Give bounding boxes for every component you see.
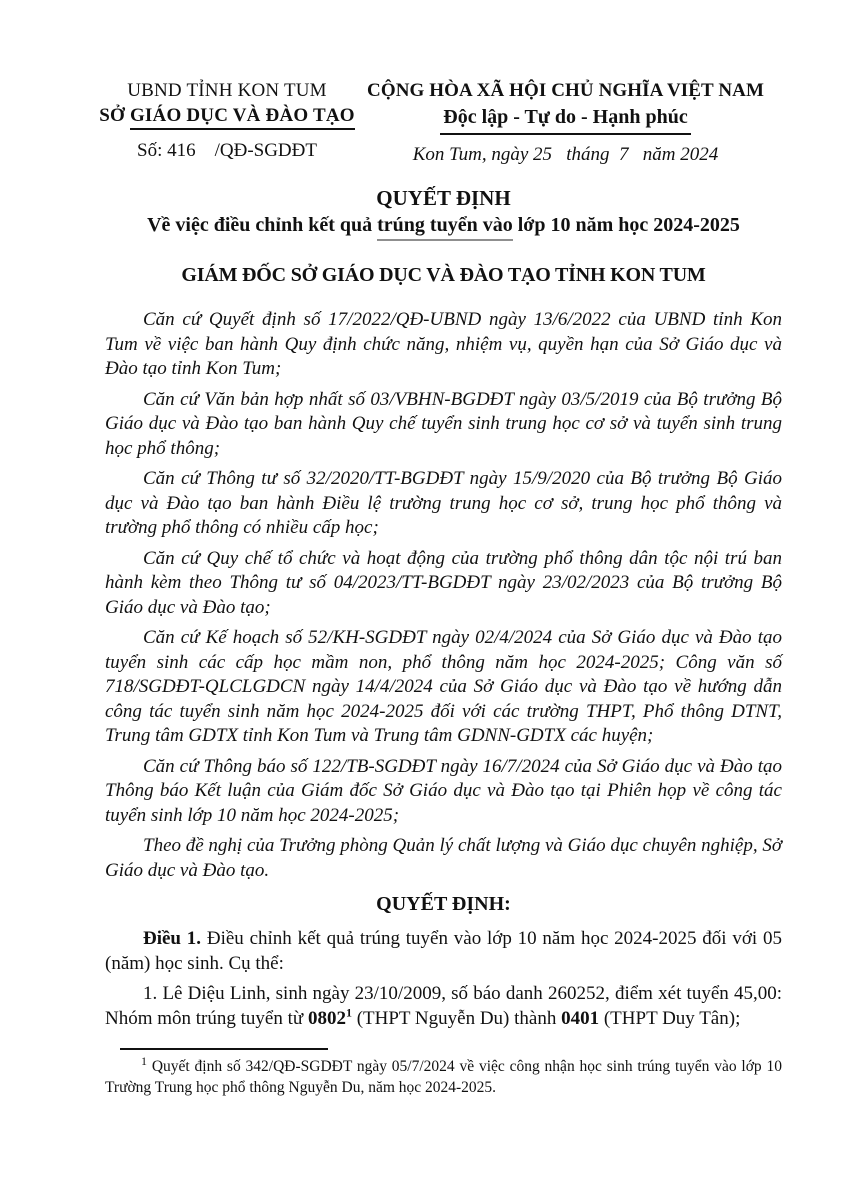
footnote-body: Quyết định số 342/QĐ-SGDĐT ngày 05/7/2024 về việc công nhận học sinh trúng tuyển vào lớp 10 Trường Trung học phổ thông Nguyễn Du, năm học 2024-2025.: [105, 1058, 782, 1096]
decree-subject-underlined: trúng tuyển vào: [377, 214, 513, 241]
article-1-label: Điều 1.: [143, 928, 202, 949]
footnote-section: [105, 1048, 782, 1098]
agency-name-prefix: SỞ: [99, 105, 130, 126]
admission-code-to: 0401: [561, 1007, 600, 1029]
student-item-1-tail: (THPT Duy Tân);: [599, 1007, 741, 1029]
preamble-paragraph: Căn cứ Kế hoạch số 52/KH-SGDĐT ngày 02/4/2024 của Sở Giáo dục và Đào tạo tuyển sinh các cấp học mầm non, phổ thông năm học 2024-2025; Công văn số 718/SGDĐT-QLCLGDCN ngày 14/4/2024 của Sở Giáo dục và Đào tạo về hướng dẫn công tác tuyển sinh năm học 2024-2025 đối với các trường THPT, Phổ thông DTNT, Trung tâm GDTX tỉnh Kon Tum và Trung tâm GDNN-GDTX các huyện;: [105, 627, 782, 746]
student-item-1-mid: (THPT Nguyễn Du) thành: [351, 1007, 562, 1029]
place-date-line: Kon Tum, ngày 25 tháng 7 năm 2024: [412, 144, 719, 165]
admission-code-from: 0802: [307, 1007, 346, 1029]
national-title: CỘNG HÒA XÃ HỘI CHỦ NGHĨA VIỆT NAM: [367, 80, 764, 101]
preamble-paragraph: Căn cứ Quyết định số 17/2022/QĐ-UBND ngày 13/6/2022 của UBND tỉnh Kon Tum về việc ban hành Quy định chức năng, nhiệm vụ, quyền hạn của Sở Giáo dục và Đào tạo tỉnh Kon Tum;: [105, 309, 782, 379]
national-motto: [363, 104, 768, 135]
preamble-paragraph: Căn cứ Thông tư số 32/2020/TT-BGDĐT ngày 15/9/2020 của Bộ trưởng Bộ Giáo dục và Đào tạo ban hành Điều lệ trường trung học cơ sở, trung học phổ thông và trường phổ thông có nhiều cấp học;: [105, 468, 782, 538]
preamble-section: [105, 308, 782, 883]
title-block: [105, 185, 782, 287]
decision-section: [105, 893, 782, 1031]
decree-heading: QUYẾT ĐỊNH: [376, 186, 511, 210]
article-1-paragraph: [105, 927, 782, 976]
student-item-1: [105, 982, 782, 1031]
student-item-1-lead: 1. Lê Diệu Linh, sinh ngày 23/10/2009, số báo danh 260252, điểm xét tuyển 45,00: Nhóm môn trúng tuyển từ: [105, 983, 782, 1029]
decree-subject-prefix: Về việc điều chỉnh kết quả: [147, 214, 378, 236]
decree-subject-suffix: lớp 10 năm học 2024-2025: [512, 214, 740, 236]
decree-subject: [105, 212, 782, 239]
agency-parent-name: UBND TỈNH KON TUM: [127, 80, 327, 101]
footnote-reference-mark: 1: [345, 1005, 352, 1020]
preamble-paragraph: Căn cứ Văn bản hợp nhất số 03/VBHN-BGDĐT ngày 03/5/2019 của Bộ trưởng Bộ Giáo dục và Đào tạo ban hành Quy chế tuyển sinh trung học cơ sở và tuyển sinh trung học phổ thông;: [105, 388, 782, 459]
document-header: [91, 78, 768, 166]
issuing-authority-line: GIÁM ĐỐC SỞ GIÁO DỤC VÀ ĐÀO TẠO TỈNH KON TUM: [181, 264, 706, 286]
footnote-number: 1: [141, 1053, 147, 1068]
agency-name-underlined: GIÁO DỤC VÀ ĐÀO TẠO: [130, 105, 355, 130]
decision-heading: QUYẾT ĐỊNH:: [376, 893, 511, 915]
agency-name: [91, 103, 363, 129]
document-number: Số: 416 /QĐ-SGDĐT: [137, 140, 317, 161]
national-header-block: [363, 78, 768, 166]
article-1-text: Điều chỉnh kết quả trúng tuyển vào lớp 10 năm học 2024-2025 đối với 05 (năm) học sinh. Cụ thể:: [105, 928, 783, 974]
footnote-separator-line: [120, 1048, 328, 1050]
preamble-paragraph: Theo đề nghị của Trưởng phòng Quản lý chất lượng và Giáo dục chuyên nghiệp, Sở Giáo dục và Đào tạo.: [105, 835, 783, 881]
preamble-paragraph: Căn cứ Thông báo số 122/TB-SGDĐT ngày 16/7/2024 của Sở Giáo dục và Đào tạo Thông báo Kết luận của Giám đốc Sở Giáo dục và Đào tạo tại Phiên họp về công tác tuyển sinh lớp 10 năm học 2024-2025;: [105, 755, 782, 826]
preamble-paragraph: Căn cứ Quy chế tổ chức và hoạt động của trường phổ thông dân tộc nội trú ban hành kèm theo Thông tư số 04/2023/TT-BGDĐT ngày 23/02/2023 của Bộ trưởng Bộ Giáo dục và Đào tạo;: [105, 547, 782, 618]
footnote-text: [105, 1053, 782, 1098]
national-motto-text: Độc lập - Tự do - Hạnh phúc: [440, 104, 690, 135]
issuing-agency-block: [91, 78, 363, 166]
